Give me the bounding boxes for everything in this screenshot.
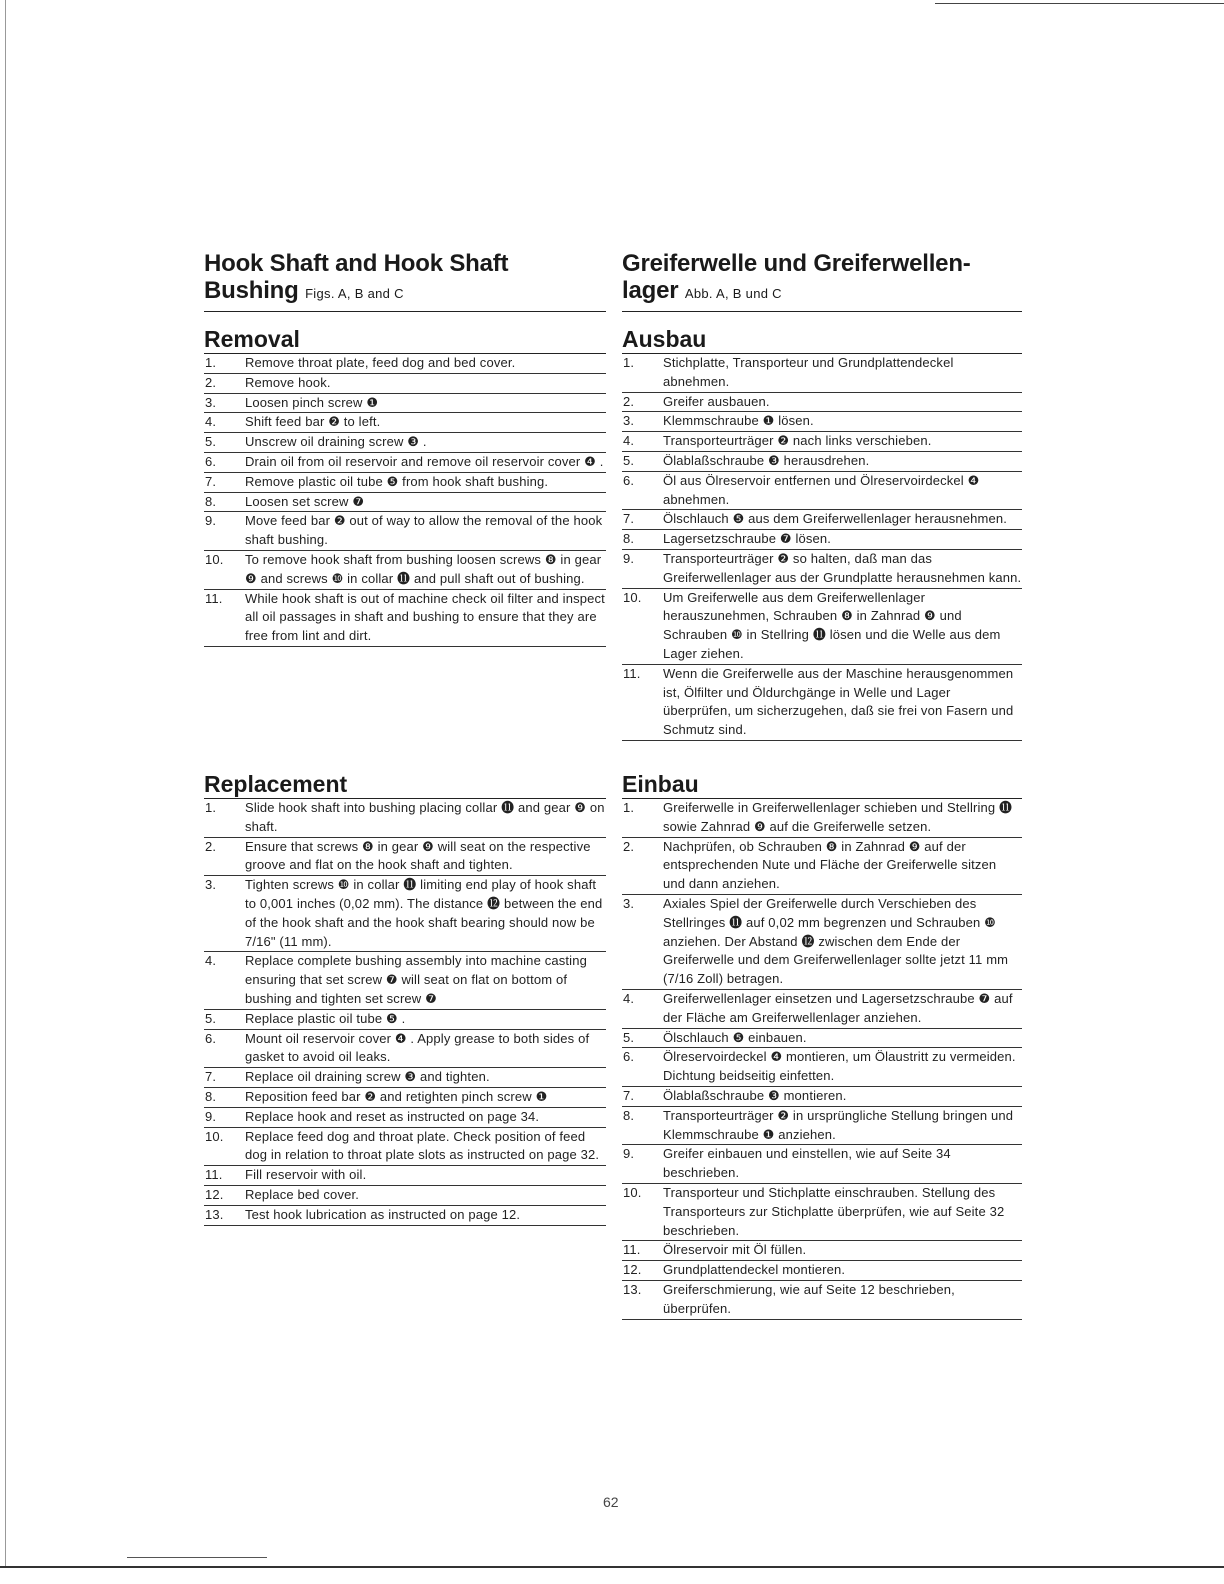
step-row xyxy=(622,1107,1022,1146)
step-text: Ölablaßschraube ❸ herausdrehen. xyxy=(663,452,870,468)
title-rule-de xyxy=(622,307,1022,312)
title-rule-en xyxy=(204,307,606,312)
step-text: Loosen pinch screw ❶ xyxy=(245,394,379,410)
step-row xyxy=(204,512,606,551)
step-number: 10. xyxy=(623,1184,642,1200)
step-number: 6. xyxy=(205,453,217,469)
step-row xyxy=(622,1087,1022,1107)
step-row xyxy=(204,876,606,952)
step-text: Replace oil draining screw ❸ and tighten. xyxy=(245,1069,490,1085)
bottom-tab-rule xyxy=(127,1557,267,1558)
step-number: 4. xyxy=(623,990,635,1006)
step-row xyxy=(622,799,1022,838)
step-number: 1. xyxy=(205,800,217,815)
step-row xyxy=(622,990,1022,1029)
section-title-de xyxy=(622,250,1022,307)
title-line2-de xyxy=(622,277,1022,307)
removal-heading-en: Removal xyxy=(204,326,606,354)
step-row xyxy=(204,1068,606,1088)
replacement-heading-en: Replacement xyxy=(204,771,606,799)
figure-reference-de: Abb. A, B und C xyxy=(684,286,782,301)
step-text: Grundplattendeckel montieren. xyxy=(663,1262,846,1278)
step-row xyxy=(204,1186,606,1206)
step-text: Unscrew oil draining screw ❸ . xyxy=(245,434,427,450)
step-number: 7. xyxy=(623,511,635,527)
step-number: 4. xyxy=(205,953,217,969)
step-number: 9. xyxy=(205,513,217,529)
step-row xyxy=(204,1088,606,1108)
step-number: 2. xyxy=(623,393,635,409)
step-number: 3. xyxy=(623,895,635,911)
step-number: 13. xyxy=(205,1206,224,1222)
step-row xyxy=(622,510,1022,530)
step-number: 11. xyxy=(205,1167,223,1183)
step-text: Replace feed dog and throat plate. Check position of feed dog in relation to throat plate slots as instructed on page 32. xyxy=(245,1128,600,1163)
step-text: Ölreservoir mit Öl füllen. xyxy=(663,1242,807,1258)
step-number: 1. xyxy=(623,800,635,815)
step-text: Nachprüfen, ob Schrauben ❽ in Zahnrad ❾ auf der entsprechenden Nute und Fläche der Greiferwelle sitzen und dann anziehen. xyxy=(663,838,997,892)
step-number: 5. xyxy=(623,452,635,468)
step-number: 2. xyxy=(205,838,217,854)
step-number: 7. xyxy=(205,473,217,489)
step-text: Loosen set screw ❼ xyxy=(245,493,365,509)
step-number: 10. xyxy=(205,551,224,567)
step-row xyxy=(204,1128,606,1167)
step-text: Transporteurträger ❷ in ursprüngliche Stellung bringen und Klemmschraube ❶ anziehen. xyxy=(663,1107,1014,1142)
step-text: Fill reservoir with oil. xyxy=(245,1167,367,1183)
step-text: Ölreservoirdeckel ❹ montieren, um Ölaustritt zu vermeiden. Dichtung beidseitig einfetten. xyxy=(663,1049,1016,1084)
step-text: Transporteurträger ❷ nach links verschieben. xyxy=(663,433,932,449)
step-row xyxy=(204,1166,606,1186)
step-row xyxy=(204,952,606,1009)
step-number: 3. xyxy=(623,413,635,429)
step-text: Replace complete bushing assembly into machine casting ensuring that set screw ❼ will seat on flat on bottom of bushing and tighten set screw ❼ xyxy=(245,953,587,1006)
step-number: 9. xyxy=(623,550,635,566)
step-number: 2. xyxy=(623,838,635,854)
replacement-steps-de xyxy=(622,799,1022,1320)
step-number: 7. xyxy=(205,1069,217,1085)
step-number: 4. xyxy=(623,433,635,449)
step-text: Öl aus Ölreservoir entfernen und Ölreservoirdeckel ❹ abnehmen. xyxy=(663,472,980,507)
step-row xyxy=(622,1241,1022,1261)
step-row xyxy=(204,473,606,493)
replacement-steps-en xyxy=(204,799,606,1226)
step-text: Remove plastic oil tube ❺ from hook shaft bushing. xyxy=(245,473,549,489)
section-title-en xyxy=(204,250,606,307)
step-text: Drain oil from oil reservoir and remove oil reservoir cover ❹ . xyxy=(245,453,604,469)
step-text: Greiferwellenlager einsetzen und Lagersetzschraube ❼ auf der Fläche am Greiferwellenlager anziehen. xyxy=(663,990,1013,1025)
step-number: 5. xyxy=(205,1010,217,1026)
step-number: 11. xyxy=(623,1242,641,1258)
step-number: 6. xyxy=(205,1030,217,1046)
step-row xyxy=(622,589,1022,665)
step-text: Tighten screws ❿ in collar ⓫ limiting end play of hook shaft to 0,001 inches (0,02 mm). The distance ⓬ between the end of the hook shaft and the hook shaft bearing should now be 7/16" (11 mm). xyxy=(245,877,603,949)
step-row xyxy=(622,1145,1022,1184)
step-row xyxy=(204,433,606,453)
step-row xyxy=(204,1206,606,1226)
step-row xyxy=(204,551,606,590)
step-number: 8. xyxy=(623,1107,635,1123)
step-number: 13. xyxy=(623,1281,642,1297)
step-row xyxy=(622,1184,1022,1241)
step-row xyxy=(622,1281,1022,1320)
step-row xyxy=(622,452,1022,472)
step-row xyxy=(622,530,1022,550)
step-row xyxy=(622,354,1022,393)
step-row xyxy=(622,1261,1022,1281)
step-number: 5. xyxy=(623,1029,635,1045)
step-text: Um Greiferwelle aus dem Greiferwellenlager herauszunehmen, Schrauben ❽ in Zahnrad ❾ und Schrauben ❿ in Stellring ⓫ lösen und die Welle aus dem Lager ziehen. xyxy=(663,589,1001,661)
step-number: 12. xyxy=(205,1186,224,1202)
step-text: Slide hook shaft into bushing placing collar ⓫ and gear ❾ on shaft. xyxy=(245,800,605,834)
step-row xyxy=(204,453,606,473)
step-number: 6. xyxy=(623,472,635,488)
step-row xyxy=(622,472,1022,511)
step-number: 11. xyxy=(205,590,223,606)
step-text: Greiferwelle in Greiferwellenlager schieben und Stellring ⓫ sowie Zahnrad ❾ auf die Greiferwelle setzen. xyxy=(663,800,1013,834)
step-row xyxy=(622,838,1022,895)
step-text: Replace plastic oil tube ❺ . xyxy=(245,1010,406,1026)
step-text: Greiferschmierung, wie auf Seite 12 beschrieben, überprüfen. xyxy=(663,1281,955,1316)
step-row xyxy=(622,393,1022,413)
step-text: Ölschlauch ❺ aus dem Greiferwellenlager herausnehmen. xyxy=(663,511,1008,527)
step-number: 2. xyxy=(205,374,217,390)
step-text: Ölablaßschraube ❸ montieren. xyxy=(663,1087,847,1103)
step-row xyxy=(204,1108,606,1128)
step-text: Remove throat plate, feed dog and bed cover. xyxy=(245,355,516,370)
step-text: Axiales Spiel der Greiferwelle durch Verschieben des Stellringes ⓫ auf 0,02 mm begrenzen und Schrauben ❿ anziehen. Der Abstand ⓬ zwischen dem Ende der Greiferwelle und dem Greiferwellenlager sollte jetzt 11 mm (7/16 Zoll) betragen. xyxy=(663,895,1009,987)
page-edge-line xyxy=(5,0,6,1568)
step-text: Greifer einbauen und einstellen, wie auf Seite 34 beschrieben. xyxy=(663,1146,951,1181)
step-text: Replace bed cover. xyxy=(245,1186,359,1202)
step-number: 8. xyxy=(205,493,217,509)
step-text: Replace hook and reset as instructed on page 34. xyxy=(245,1108,540,1124)
title-line1-en: Hook Shaft and Hook Shaft xyxy=(204,250,509,277)
title-line1-de: Greiferwelle und Greiferwellen- xyxy=(622,250,971,277)
figure-reference-en: Figs. A, B and C xyxy=(305,286,404,301)
step-row xyxy=(622,895,1022,990)
step-number: 8. xyxy=(205,1088,217,1104)
step-number: 9. xyxy=(205,1108,217,1124)
german-column xyxy=(622,250,1022,1320)
step-text: Mount oil reservoir cover ❹ . Apply grease to both sides of gasket to avoid oil leaks. xyxy=(245,1030,590,1065)
step-number: 3. xyxy=(205,877,217,893)
step-row xyxy=(622,412,1022,432)
step-text: Transporteur und Stichplatte einschrauben. Stellung des Transporteurs zur Stichplatte überprüfen, wie auf Seite 32 beschrieben. xyxy=(663,1184,1005,1238)
step-text: Ensure that screws ❽ in gear ❾ will seat on the respective groove and flat on the hook shaft and tighten. xyxy=(245,838,591,873)
step-text: While hook shaft is out of machine check oil filter and inspect all oil passages in shaft and bushing to ensure that they are free from lint and dirt. xyxy=(245,590,605,644)
step-row xyxy=(622,550,1022,589)
replacement-heading-de: Einbau xyxy=(622,771,1022,799)
page-number: 62 xyxy=(603,1494,619,1510)
title-word-en: Bushing xyxy=(204,277,299,304)
step-row xyxy=(204,374,606,394)
step-text: Wenn die Greiferwelle aus der Maschine herausgenommen ist, Ölfilter und Öldurchgänge in Welle und Lager überprüfen, um sicherzugehen, daß sie frei von Fasern und Schmutz sind. xyxy=(663,665,1014,738)
title-line2-en xyxy=(204,277,606,307)
step-number: 8. xyxy=(623,531,635,547)
step-number: 5. xyxy=(205,434,217,450)
step-text: Stichplatte, Transporteur und Grundplattendeckel abnehmen. xyxy=(663,355,954,389)
step-row xyxy=(622,1029,1022,1049)
step-row xyxy=(622,1048,1022,1087)
english-column xyxy=(204,250,606,1226)
step-row xyxy=(622,665,1022,741)
step-text: Greifer ausbauen. xyxy=(663,393,770,409)
step-text: Lagersetzschraube ❼ lösen. xyxy=(663,531,832,547)
step-row xyxy=(204,354,606,374)
step-row xyxy=(204,799,606,838)
step-number: 6. xyxy=(623,1049,635,1065)
step-row xyxy=(204,493,606,513)
step-number: 9. xyxy=(623,1146,635,1162)
top-rule xyxy=(935,3,1224,4)
step-number: 4. xyxy=(205,414,217,430)
title-word-de: lager xyxy=(622,277,679,304)
removal-steps-en xyxy=(204,354,606,771)
step-row xyxy=(204,1030,606,1069)
step-text: Ölschlauch ❺ einbauen. xyxy=(663,1029,807,1045)
step-number: 12. xyxy=(623,1262,642,1278)
step-number: 10. xyxy=(623,589,642,605)
step-text: Move feed bar ❷ out of way to allow the removal of the hook shaft bushing. xyxy=(245,513,603,548)
step-text: Remove hook. xyxy=(245,374,331,390)
step-text: Transporteurträger ❷ so halten, daß man das Greiferwellenlager aus der Grundplatte herausnehmen kann. xyxy=(663,550,1022,585)
step-text: Reposition feed bar ❷ and retighten pinch screw ❶ xyxy=(245,1088,548,1104)
step-row xyxy=(204,838,606,877)
step-number: 7. xyxy=(623,1087,635,1103)
step-text: Shift feed bar ❷ to left. xyxy=(245,414,381,430)
step-text: To remove hook shaft from bushing loosen screws ❽ in gear ❾ and screws ❿ in collar ⓫ and pull shaft out of bushing. xyxy=(245,551,602,586)
step-row xyxy=(204,590,606,647)
step-text: Klemmschraube ❶ lösen. xyxy=(663,413,814,429)
step-number: 3. xyxy=(205,394,217,410)
step-number: 10. xyxy=(205,1128,224,1144)
step-row xyxy=(622,432,1022,452)
step-number: 1. xyxy=(623,355,635,370)
step-row xyxy=(204,1010,606,1030)
removal-heading-de: Ausbau xyxy=(622,326,1022,354)
step-number: 1. xyxy=(205,355,217,370)
step-row xyxy=(204,413,606,433)
step-row xyxy=(204,394,606,414)
step-number: 11. xyxy=(623,665,641,681)
removal-steps-de xyxy=(622,354,1022,771)
bottom-rule xyxy=(0,1566,1224,1568)
step-text: Test hook lubrication as instructed on page 12. xyxy=(245,1206,521,1222)
